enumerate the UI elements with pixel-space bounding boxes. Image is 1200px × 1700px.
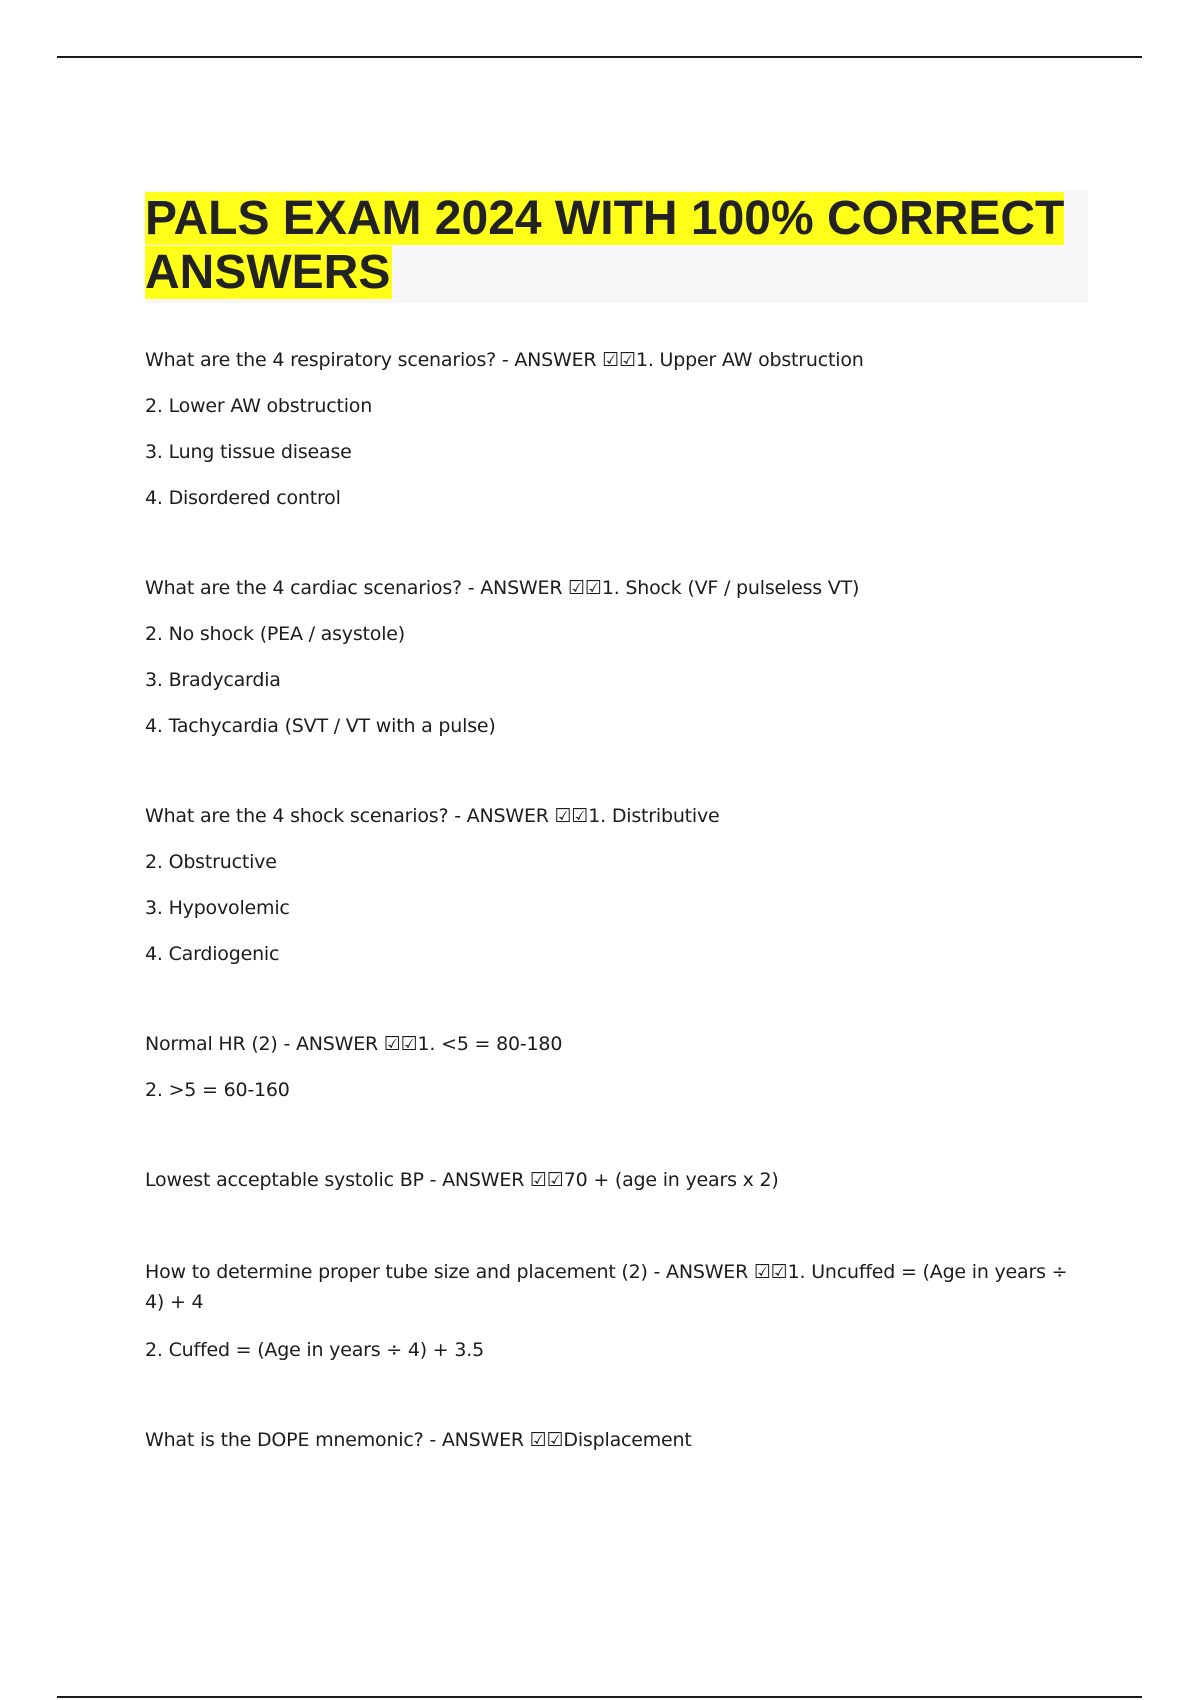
- question-line: What is the DOPE mnemonic? - ANSWER ☑☑Displacement: [145, 1429, 692, 1451]
- qa-item: [145, 575, 1085, 759]
- qa-item: [145, 1427, 1085, 1473]
- title-highlight: PALS EXAM 2024 WITH 100% CORRECT ANSWERS: [145, 192, 1065, 299]
- answer-line: 3. Bradycardia: [145, 669, 281, 691]
- qa-item: [145, 1257, 1085, 1383]
- answer-line: 3. Hypovolemic: [145, 897, 290, 919]
- question-line: What are the 4 shock scenarios? - ANSWER ☑☑1. Distributive: [145, 805, 720, 827]
- qa-item: [145, 803, 1085, 987]
- footer-rule: [57, 1696, 1142, 1698]
- header-rule: [57, 56, 1142, 58]
- qa-item: [145, 1167, 1085, 1213]
- answer-line: 3. Lung tissue disease: [145, 441, 352, 463]
- question-line: What are the 4 cardiac scenarios? - ANSWER ☑☑1. Shock (VF / pulseless VT): [145, 577, 860, 599]
- qa-item: [145, 1031, 1085, 1123]
- document-body: [145, 347, 1085, 1473]
- qa-item: [145, 347, 1085, 531]
- question-line: Lowest acceptable systolic BP - ANSWER ☑☑70 + (age in years x 2): [145, 1169, 779, 1191]
- answer-line: 2. Obstructive: [145, 851, 277, 873]
- question-line: Normal HR (2) - ANSWER ☑☑1. <5 = 80-180: [145, 1033, 563, 1055]
- document-title: [145, 192, 1085, 300]
- answer-line: 2. Cuffed = (Age in years ÷ 4) + 3.5: [145, 1339, 484, 1361]
- answer-line: 4. Cardiogenic: [145, 943, 280, 965]
- answer-line: 2. Lower AW obstruction: [145, 395, 373, 417]
- answer-line: 4. Disordered control: [145, 487, 341, 509]
- answer-line: 2. No shock (PEA / asystole): [145, 623, 405, 645]
- question-line: What are the 4 respiratory scenarios? - ANSWER ☑☑1. Upper AW obstruction: [145, 349, 864, 371]
- answer-line: 4. Tachycardia (SVT / VT with a pulse): [145, 715, 496, 737]
- question-line: How to determine proper tube size and placement (2) - ANSWER ☑☑1. Uncuffed = (Age in years ÷ 4) + 4: [145, 1261, 1068, 1313]
- answer-line: 2. >5 = 60-160: [145, 1079, 290, 1101]
